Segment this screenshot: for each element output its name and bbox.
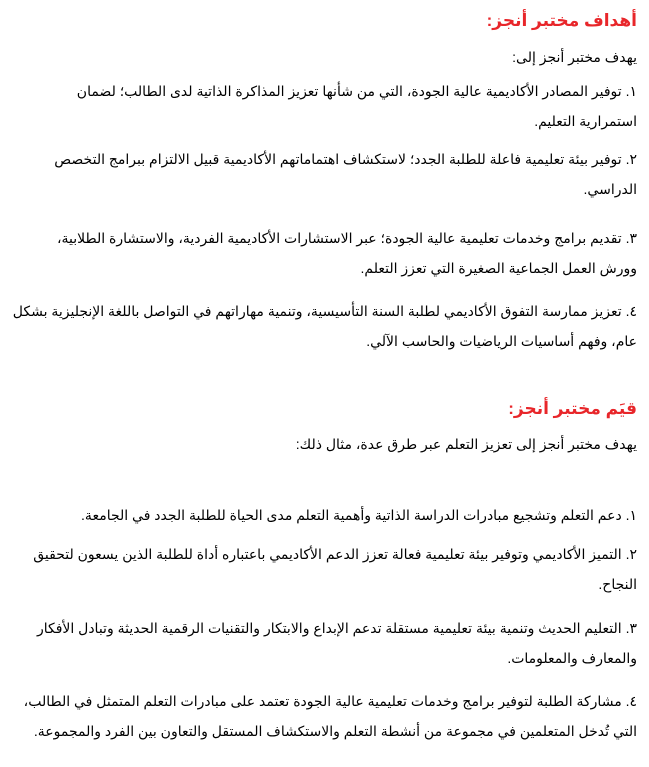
goals-item-1-line-2: استمرارية التعليم. [534,113,637,129]
values-item-4 [12,686,637,746]
goals-item-3 [12,223,637,283]
values-item-2 [12,539,637,599]
values-item-4-line-1: ٤. مشاركة الطلبة لتوفير برامج وخدمات تعليمية عالية الجودة تعتمد على مبادرات التعلم المتمثل في الطالب، [23,693,637,709]
goals-item-4 [12,296,637,356]
goals-item-1 [12,76,637,136]
goals-item-2-line-1: ٢. توفير بيئة تعليمية فاعلة للطلبة الجدد؛ لاستكشاف اهتماماتهم الأكاديمية قبيل الالتزام ببرامج التخصص [54,151,637,167]
values-item-3-line-2: والمعارف والمعلومات. [507,650,637,666]
values-item-1-line-1: ١. دعم التعلم وتشجيع مبادرات الدراسة الذاتية وأهمية التعلم مدى الحياة للطلبة الجدد في الجامعة. [81,507,637,523]
goals-heading: أهداف مختبر أنجز: [486,11,637,30]
goals-item-2 [12,144,637,204]
values-intro: يهدف مختبر أنجز إلى تعزيز التعلم عبر طرق عدة، مثال ذلك: [295,436,637,452]
values-item-3-line-1: ٣. التعليم الحديث وتنمية بيئة تعليمية مستقلة تدعم الإبداع والابتكار والتقنيات الرقمية الحديثة وتبادل الأفكار [36,620,637,636]
values-item-2-line-1: ٢. التميز الأكاديمي وتوفير بيئة تعليمية فعالة تعزز الدعم الأكاديمي باعتباره أداة للطلبة الذين يسعون لتحقيق [33,546,637,562]
values-item-4-line-2: التي تُدخل المتعلمين في مجموعة من أنشطة التعلم والاستكشاف المستقل والتعاون بين الفرد والمجموعة. [33,723,637,739]
goals-item-4-line-2: عام، وفهم أساسيات الرياضيات والحاسب الآلي. [366,333,637,349]
goals-item-2-line-2: الدراسي. [583,181,637,197]
values-heading: قيَم مختبر أنجز: [508,399,637,418]
goals-item-4-line-1: ٤. تعزيز ممارسة التفوق الأكاديمي لطلبة السنة التأسيسية، وتنمية مهاراتهم في التواصل باللغة الإنجليزية بشكل [12,303,637,319]
document-page [12,0,637,767]
goals-item-3-line-1: ٣. تقديم برامج وخدمات تعليمية عالية الجودة؛ عبر الاستشارات الأكاديمية الفردية، والاستشارة الطلابية، [57,230,637,246]
values-item-3 [12,613,637,673]
goals-item-1-line-1: ١. توفير المصادر الأكاديمية عالية الجودة، التي من شأنها تعزيز المذاكرة الذاتية لدى الطالب؛ لضمان [76,83,637,99]
values-item-2-line-2: النجاح. [598,576,637,592]
goals-intro: يهدف مختبر أنجز إلى: [512,49,637,65]
values-item-1 [12,500,637,530]
goals-item-3-line-2: وورش العمل الجماعية الصغيرة التي تعزز التعلم. [360,260,637,276]
